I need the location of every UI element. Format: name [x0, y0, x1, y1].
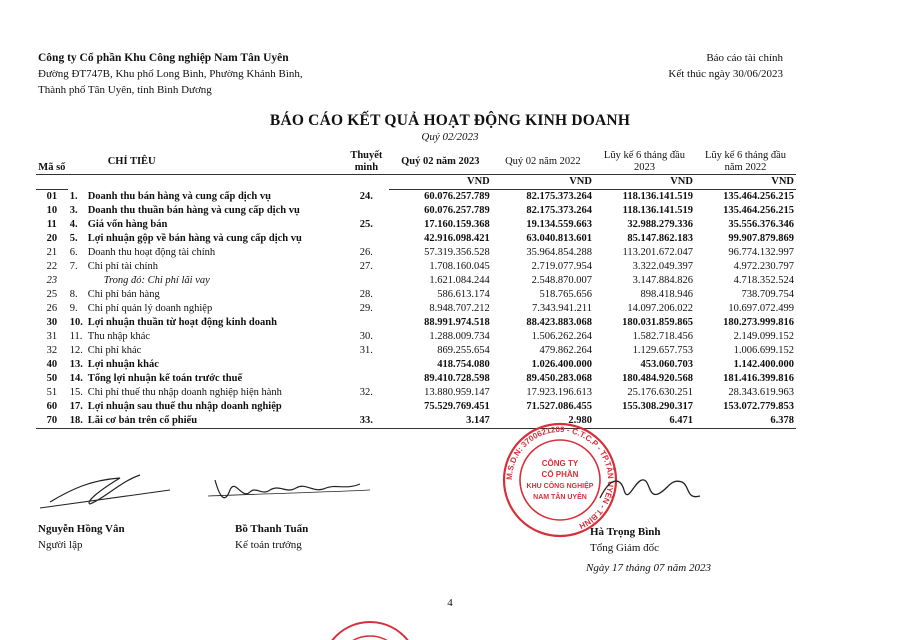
table-row: [36, 302, 796, 316]
row-item: [68, 218, 344, 232]
table-row: [36, 386, 796, 400]
row-ytd-2022: 4.972.230.797: [733, 261, 794, 272]
row-code: 21: [46, 247, 58, 258]
row-label: Chi phí bán hàng: [87, 289, 160, 300]
row-note: 33.: [344, 414, 389, 429]
preparer-signature-line: [40, 490, 170, 508]
director-block: [586, 524, 711, 576]
company-address-line1: Đường ĐT747B, Khu phố Long Bình, Phường Khánh Bình,: [38, 68, 303, 80]
row-q2-2022: 89.450.283.068: [526, 373, 592, 384]
company-block: [38, 50, 303, 98]
row-index: 9.: [69, 303, 78, 314]
table-row: [36, 288, 796, 302]
director-name: Hà Trọng Bình: [590, 526, 661, 538]
row-label: Trong đó: Chi phí lãi vay: [103, 275, 210, 286]
row-ytd-2022: 135.464.256.215: [723, 205, 794, 216]
row-item: [68, 204, 344, 218]
row-item: [68, 386, 344, 400]
row-q2-2023: 869.255.654: [437, 345, 490, 356]
row-code: 10: [46, 205, 58, 216]
row-ytd-2022: 99.907.879.869: [728, 233, 794, 244]
header-q2-2023: Quý 02 năm 2023: [389, 150, 492, 175]
row-note: 25.: [359, 219, 373, 230]
table-row: [36, 246, 796, 260]
signatures-handwritten: [30, 460, 410, 520]
row-q2-2022: 479.862.264: [539, 345, 592, 356]
row-q2-2023: 1.288.009.734: [429, 331, 490, 342]
row-q2-2022: 71.527.086.455: [526, 401, 592, 412]
row-note: 32.: [359, 387, 373, 398]
row-ytd-2022: 28.343.619.963: [728, 387, 794, 398]
row-code: 31: [46, 331, 58, 342]
table-header-row: [36, 150, 796, 175]
table-row: [36, 316, 796, 330]
table-row: [36, 358, 796, 372]
table-row: [36, 190, 796, 205]
row-code: 25: [46, 289, 58, 300]
row-q2-2022: 88.423.883.068: [526, 317, 592, 328]
table-row: [36, 218, 796, 232]
header-item: CHỈ TIÊU: [68, 150, 344, 175]
row-index: 6.: [69, 247, 78, 258]
table-row: [36, 232, 796, 246]
row-item: [68, 274, 344, 288]
row-note: [344, 400, 389, 414]
row-ytd-2022: 4.718.352.524: [733, 275, 794, 286]
row-index: 11.: [69, 331, 83, 342]
row-index: 8.: [69, 289, 78, 300]
header-q2-2022: Quý 02 năm 2022: [492, 150, 594, 175]
row-index: 18.: [69, 415, 83, 426]
row-q2-2022: 2.980: [492, 414, 594, 429]
row-ytd-2022: 35.556.376.346: [728, 219, 794, 230]
preparer-name: Nguyễn Hồng Vân: [38, 523, 125, 535]
row-ytd-2023: 3.322.049.397: [632, 261, 693, 272]
company-name: Công ty Cổ phần Khu Công nghiệp Nam Tân Uyên: [38, 52, 289, 64]
row-item: [68, 372, 344, 386]
row-q2-2023: 88.991.974.518: [424, 317, 490, 328]
row-ytd-2023: 85.147.862.183: [627, 233, 693, 244]
row-code: 22: [46, 261, 58, 272]
row-q2-2023: 3.147: [389, 414, 492, 429]
row-q2-2023: 586.613.174: [437, 289, 490, 300]
row-ytd-2023: 118.136.141.519: [622, 191, 693, 202]
row-note: 29.: [359, 303, 373, 314]
row-label: Lợi nhuận sau thuế thu nhập doanh nghiệp: [87, 401, 282, 412]
row-note: 28.: [359, 289, 373, 300]
row-note: [344, 358, 389, 372]
row-note: [344, 372, 389, 386]
row-label: Chi phí thuế thu nhập doanh nghiệp hiện hành: [87, 387, 282, 398]
row-index: 17.: [69, 401, 83, 412]
row-code: 50: [46, 373, 58, 384]
header-code: Mã số: [36, 150, 68, 175]
preparer-signature-stroke: [50, 475, 140, 504]
row-q2-2022: 63.040.813.601: [526, 233, 592, 244]
row-item: [68, 190, 344, 205]
row-item: [68, 358, 344, 372]
accountant-role: Kế toán trưởng: [235, 539, 302, 551]
row-ytd-2022: 181.416.399.816: [723, 373, 794, 384]
table-row: [36, 274, 796, 288]
row-q2-2023: 1.708.160.045: [429, 261, 490, 272]
report-info: [668, 50, 783, 82]
row-label: Lợi nhuận gộp về bán hàng và cung cấp dịch vụ: [87, 233, 302, 244]
row-item: [68, 414, 344, 429]
row-code: 40: [46, 359, 58, 370]
header-ytd-2023: Lũy kế 6 tháng đầu 2023: [594, 150, 695, 175]
table-row: [36, 204, 796, 218]
accountant-block: [235, 521, 308, 553]
row-q2-2022: 7.343.941.211: [531, 303, 592, 314]
row-label: Chi phí quản lý doanh nghiệp: [87, 303, 213, 314]
table-row: [36, 330, 796, 344]
row-code: 11: [46, 219, 57, 230]
row-item: [68, 330, 344, 344]
row-q2-2022: 19.134.559.663: [526, 219, 592, 230]
preparer-block: [38, 521, 125, 553]
row-code: 32: [46, 345, 58, 356]
row-ytd-2023: 180.031.859.865: [622, 317, 693, 328]
table-row: [36, 372, 796, 386]
row-q2-2023: 60.076.257.789: [424, 205, 490, 216]
signing-date: Ngày 17 tháng 07 năm 2023: [586, 562, 711, 574]
row-q2-2022: 2.719.077.954: [531, 261, 592, 272]
row-ytd-2022: 2.149.099.152: [733, 331, 794, 342]
director-role: Tổng Giám đốc: [590, 542, 660, 554]
row-q2-2023: 89.410.728.598: [424, 373, 490, 384]
row-q2-2023: 42.916.098.421: [424, 233, 490, 244]
unit-label: VND: [389, 175, 492, 190]
row-index: 14.: [69, 373, 83, 384]
row-index: 15.: [69, 387, 83, 398]
row-index: 7.: [69, 261, 78, 272]
company-address-line2: Thành phố Tân Uyên, tỉnh Bình Dương: [38, 84, 212, 96]
stamp-line4: NAM TÂN UYÊN: [533, 494, 587, 501]
row-q2-2022: 2.548.870.007: [531, 275, 592, 286]
row-q2-2022: 35.964.854.288: [526, 247, 592, 258]
row-item: [68, 344, 344, 358]
row-ytd-2023: 180.484.920.568: [622, 373, 693, 384]
row-note: [344, 274, 389, 288]
row-ytd-2022: 96.774.132.997: [728, 247, 794, 258]
row-code: 01: [46, 191, 58, 202]
row-code: 60: [46, 401, 58, 412]
row-q2-2023: 1.621.084.244: [429, 275, 490, 286]
unit-label: VND: [594, 175, 695, 190]
report-subtitle: Quý 02/2023: [421, 131, 479, 143]
row-note: 27.: [359, 261, 373, 272]
header-ytd-2022: Lũy kế 6 tháng đầu năm 2022: [695, 150, 796, 175]
row-note: 24.: [359, 190, 373, 202]
director-signature-stroke: [600, 480, 700, 498]
row-ytd-2022: 1.142.400.000: [733, 359, 794, 370]
row-label: Chi phí khác: [87, 345, 142, 356]
table-row: [36, 344, 796, 358]
row-index: 3.: [69, 205, 78, 216]
header-note: Thuyết minh: [344, 150, 389, 175]
stamp-line1: CÔNG TY: [541, 459, 579, 468]
row-ytd-2023: 25.176.630.251: [627, 387, 693, 398]
row-label: Lợi nhuận thuần từ hoạt động kinh doanh: [87, 317, 277, 328]
row-ytd-2023: 3.147.884.826: [632, 275, 693, 286]
row-index: 10.: [69, 317, 83, 328]
row-ytd-2023: 898.418.946: [640, 289, 693, 300]
row-q2-2022: 1.506.262.264: [531, 331, 592, 342]
row-item: [68, 288, 344, 302]
row-note: [344, 204, 389, 218]
row-q2-2023: 17.160.159.368: [424, 219, 490, 230]
row-code: 23: [46, 275, 58, 286]
row-q2-2022: 82.175.373.264: [526, 205, 592, 216]
row-note: 30.: [359, 331, 373, 342]
report-period: Kết thúc ngày 30/06/2023: [668, 68, 783, 80]
row-note: 26.: [359, 247, 373, 258]
row-ytd-2023: 14.097.206.022: [627, 303, 693, 314]
row-code: 30: [46, 317, 58, 328]
row-item: [68, 316, 344, 330]
row-q2-2023: 75.529.769.451: [424, 401, 490, 412]
table-row: [36, 400, 796, 414]
row-q2-2022: 82.175.373.264: [526, 191, 592, 202]
unit-label: VND: [492, 175, 594, 190]
row-ytd-2023: 113.201.672.047: [622, 247, 693, 258]
accountant-name: Bồ Thanh Tuấn: [235, 523, 309, 535]
stamp-ring-text: M.S.D.N: 3700621209 - C.T.C.P - TP.TÂN UYÊN - T.BÌNH: [504, 424, 616, 531]
row-note: [344, 232, 389, 246]
stamp-inner-ring: [520, 440, 600, 520]
row-label: Giá vốn hàng bán: [87, 219, 168, 230]
row-ytd-2022: 6.378: [695, 414, 796, 429]
row-code: 20: [46, 233, 58, 244]
row-label: Doanh thu bán hàng và cung cấp dịch vụ: [87, 190, 271, 202]
row-ytd-2023: 1.129.657.753: [632, 345, 693, 356]
row-label: Lợi nhuận khác: [87, 359, 159, 370]
row-ytd-2022: 180.273.999.816: [723, 317, 794, 328]
unit-row: [36, 175, 796, 190]
row-ytd-2023: 155.308.290.317: [622, 401, 693, 412]
row-q2-2022: 17.923.196.613: [526, 387, 592, 398]
row-code: 51: [46, 387, 58, 398]
row-q2-2023: 8.948.707.212: [429, 303, 490, 314]
row-ytd-2023: 453.060.703: [640, 359, 693, 370]
stamp-fragment-inner-ring: [336, 636, 404, 640]
stamp-fragment-ring: [322, 622, 418, 640]
row-note: [344, 316, 389, 330]
preparer-role: Người lập: [38, 539, 83, 551]
row-ytd-2022: 1.006.699.152: [733, 345, 794, 356]
row-ytd-2022: 135.464.256.215: [723, 191, 794, 202]
director-signature: [590, 468, 730, 518]
table-row: [36, 260, 796, 274]
row-ytd-2023: 32.988.279.336: [627, 219, 693, 230]
row-item: [68, 246, 344, 260]
row-q2-2022: 518.765.656: [539, 289, 592, 300]
row-q2-2023: 60.076.257.789: [424, 191, 490, 202]
row-label: Doanh thu hoạt động tài chính: [87, 247, 216, 258]
row-ytd-2022: 153.072.779.853: [723, 401, 794, 412]
row-index: 12.: [69, 345, 83, 356]
report-title: BÁO CÁO KẾT QUẢ HOẠT ĐỘNG KINH DOANH: [269, 112, 631, 129]
row-code: 70: [36, 414, 68, 429]
row-label: Doanh thu thuần bán hàng và cung cấp dịch vụ: [87, 205, 300, 216]
unit-label: VND: [695, 175, 796, 190]
row-item: [68, 232, 344, 246]
row-ytd-2022: 738.709.754: [741, 289, 794, 300]
row-item: [68, 260, 344, 274]
row-label: Lãi cơ bản trên cổ phiếu: [87, 415, 198, 426]
row-label: Thu nhập khác: [87, 331, 151, 342]
stamp-line3: KHU CÔNG NGHIỆP: [526, 483, 594, 490]
row-q2-2023: 13.880.959.147: [424, 387, 490, 398]
row-index: 5.: [69, 233, 78, 244]
row-index: 1.: [69, 190, 78, 202]
row-index: 13.: [69, 359, 83, 370]
row-index: 4.: [69, 219, 78, 230]
accountant-signature-underline: [208, 490, 370, 496]
table-row: [36, 414, 796, 429]
row-q2-2023: 57.319.356.528: [424, 247, 490, 258]
income-statement-table: [36, 150, 796, 429]
row-ytd-2022: 10.697.072.499: [728, 303, 794, 314]
row-label: Chi phí tài chính: [87, 261, 158, 272]
row-item: [68, 302, 344, 316]
row-ytd-2023: 1.582.718.456: [632, 331, 693, 342]
row-code: 26: [46, 303, 58, 314]
row-ytd-2023: 118.136.141.519: [622, 205, 693, 216]
stamp-line2: CỔ PHẦN: [541, 470, 579, 479]
row-q2-2022: 1.026.400.000: [531, 359, 592, 370]
row-note: 31.: [359, 345, 373, 356]
report-type: Báo cáo tài chính: [706, 52, 783, 64]
page-number: 4: [447, 597, 453, 609]
row-item: [68, 400, 344, 414]
stamp-fragment-bottom: [310, 610, 430, 640]
row-q2-2023: 418.754.080: [437, 359, 490, 370]
row-label: Tổng lợi nhuận kế toán trước thuế: [87, 373, 243, 384]
row-ytd-2023: 6.471: [594, 414, 695, 429]
